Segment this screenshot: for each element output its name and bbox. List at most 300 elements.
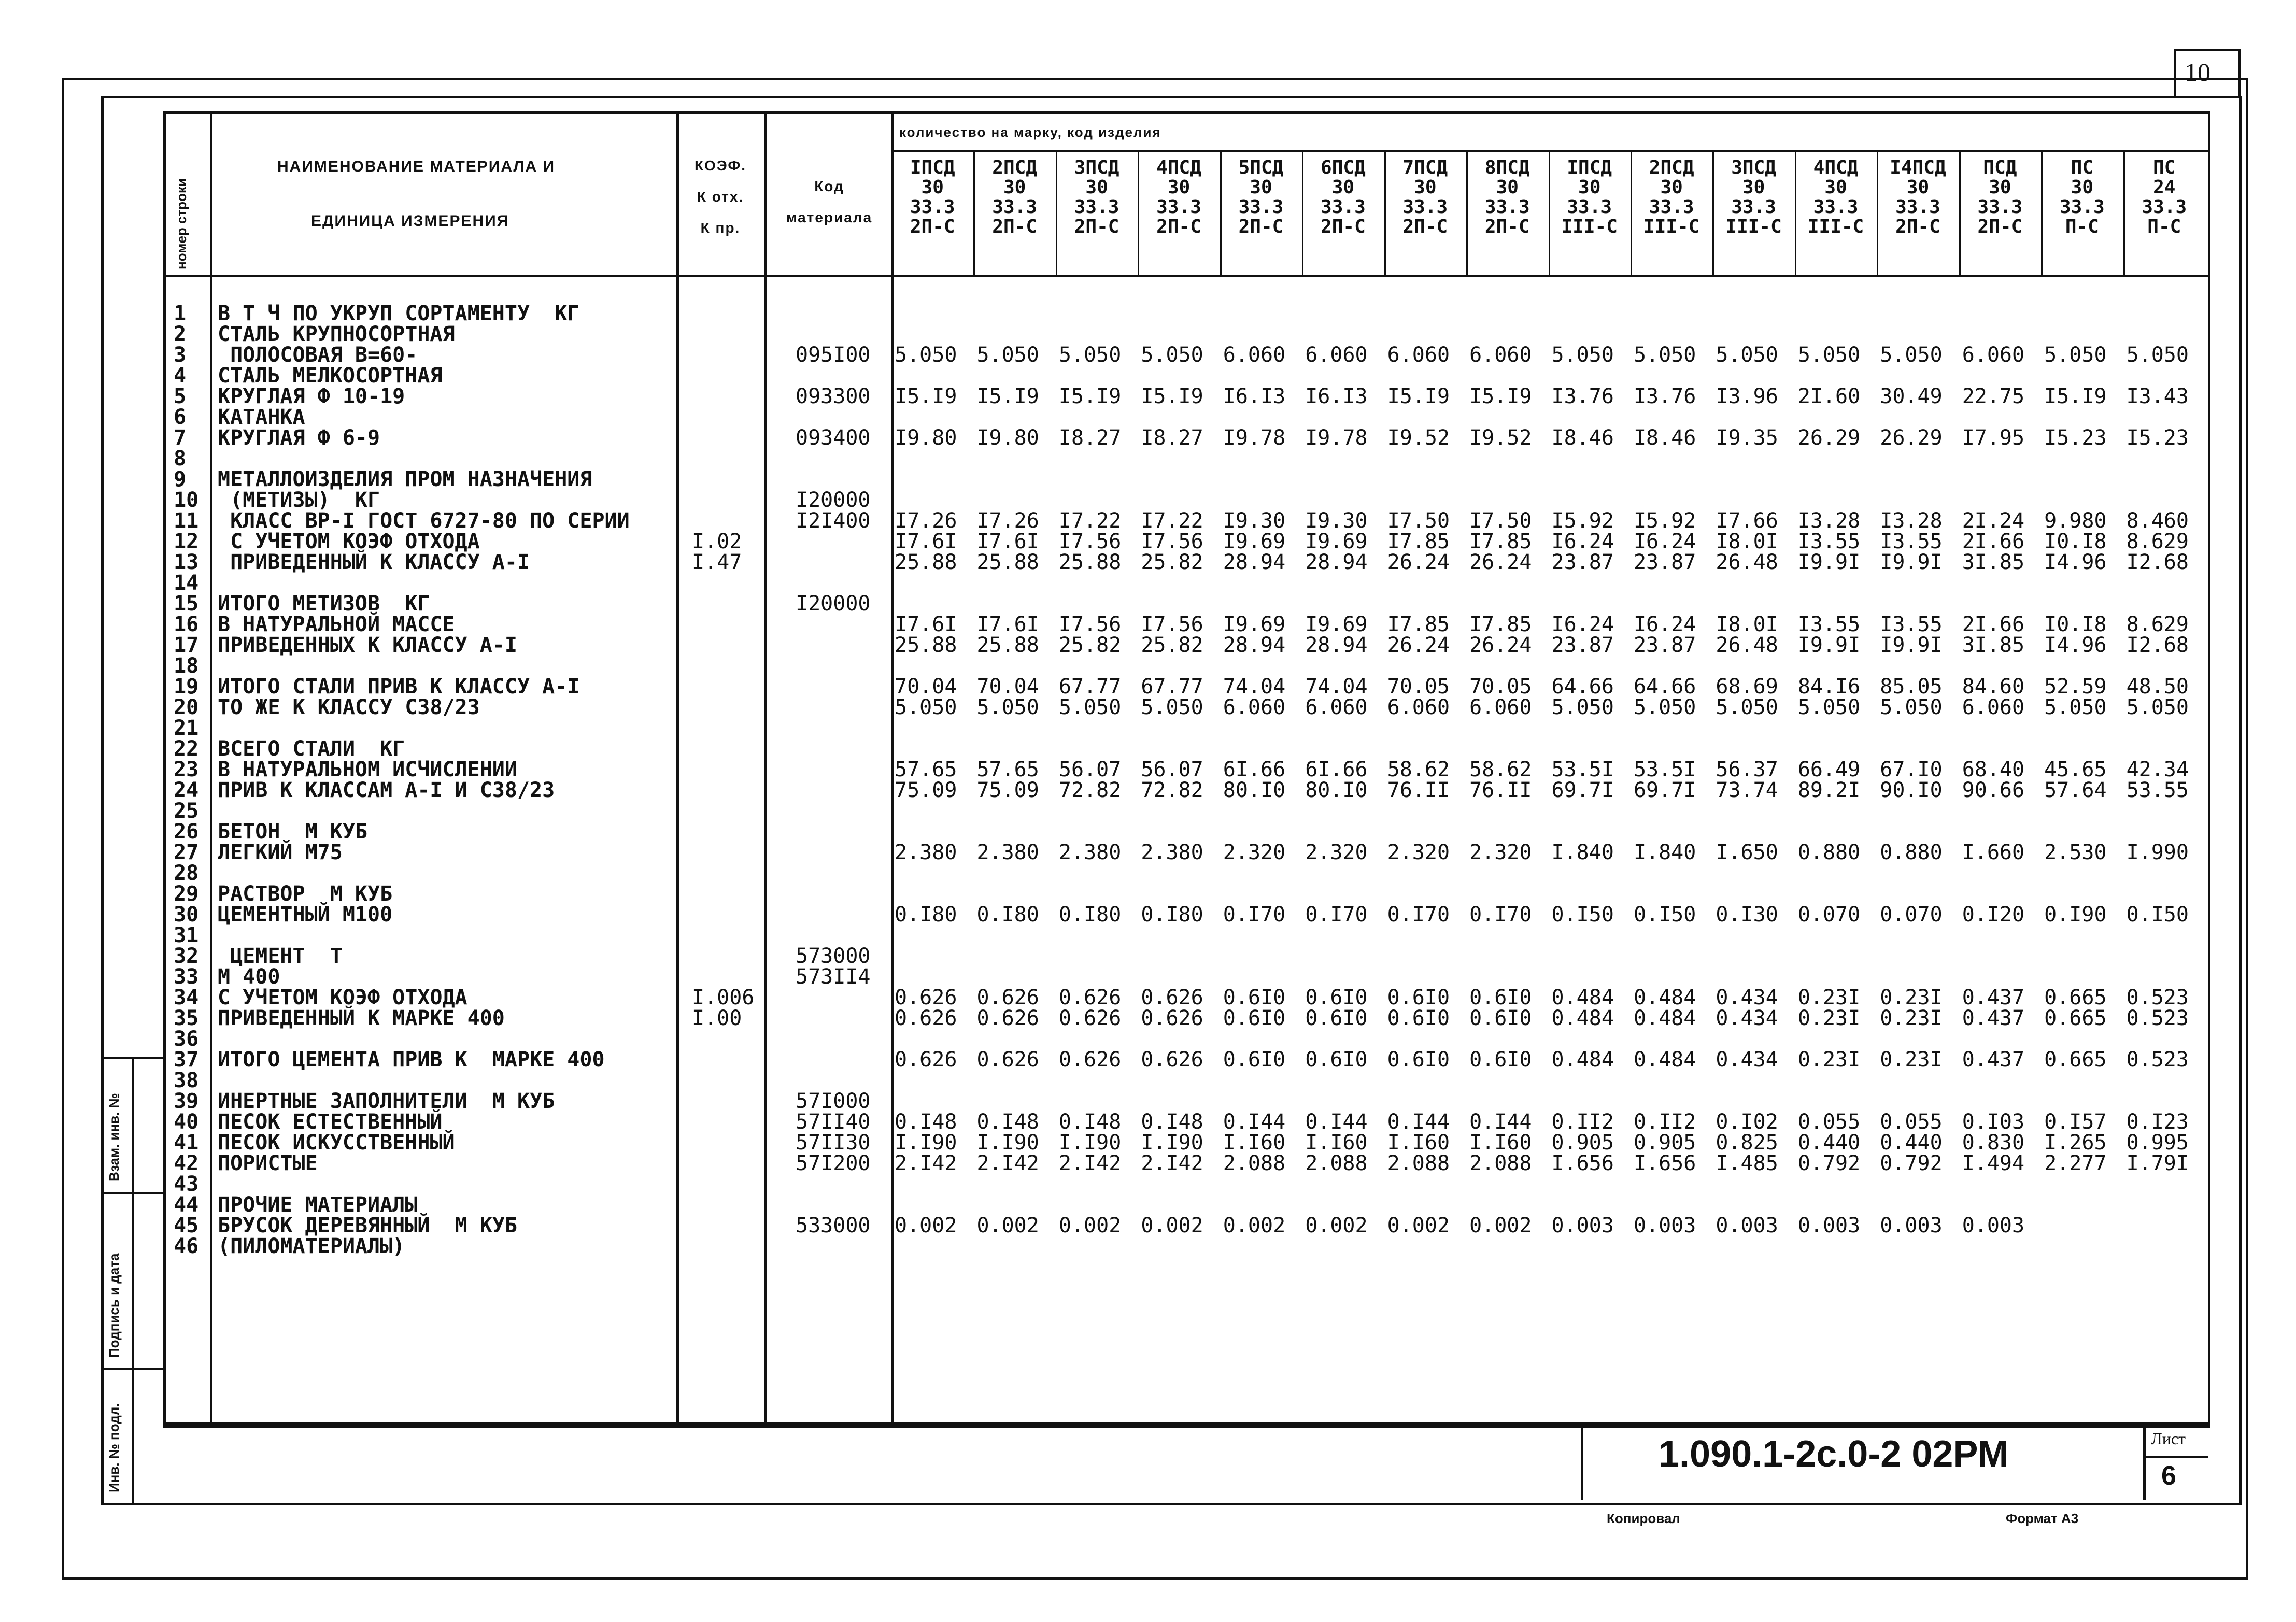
quantity-value: I7.50 — [1469, 509, 1532, 533]
product-column-header: 3ПСД 30 33.3 III-С — [1725, 157, 1782, 237]
quantity-value: I2.68 — [2126, 633, 2189, 657]
quantity-value: 5.050 — [1797, 695, 1861, 719]
quantity-value: 0.905 — [1551, 1131, 1614, 1155]
quantity-value: 0.II2 — [1551, 1110, 1614, 1134]
material-code: 533000 — [796, 1214, 871, 1237]
quantity-value: 70.04 — [895, 675, 957, 699]
quantity-value: 3I.85 — [1962, 633, 2025, 657]
quantity-value: 72.82 — [1141, 778, 1203, 802]
quantity-value: 0.003 — [1880, 1214, 1943, 1237]
quantity-value: 0.I50 — [1551, 903, 1614, 927]
material-name: ПРИВЕДЕННЫХ К КЛАССУ А-I — [218, 633, 517, 657]
quantity-value: 0.626 — [1058, 986, 1122, 1009]
quantity-value: 2.277 — [2044, 1151, 2107, 1175]
quantity-value: 2I.60 — [1797, 385, 1861, 408]
quantity-value: I3.76 — [1633, 385, 1696, 408]
quantity-value: 0.440 — [1797, 1131, 1861, 1155]
quantity-value: 75.09 — [895, 778, 957, 802]
quantity-value: 0.437 — [1962, 986, 2025, 1009]
material-name: МЕТАЛЛОИЗДЕЛИЯ ПРОМ НАЗНАЧЕНИЯ — [218, 467, 592, 491]
quantity-value: I.I90 — [976, 1131, 1039, 1155]
quantity-value: 0.055 — [1880, 1110, 1943, 1134]
quantity-value: 58.62 — [1469, 758, 1532, 781]
quantity-value: 73.74 — [1716, 778, 1778, 802]
material-name: КЛАСС ВР-I ГОСТ 6727-80 ПО СЕРИИ — [218, 509, 630, 533]
quantity-value: I.840 — [1633, 841, 1696, 864]
quantity-value: 0.626 — [895, 1048, 957, 1072]
quantity-value: 0.I48 — [1058, 1110, 1122, 1134]
row-number: 39 — [174, 1089, 199, 1113]
quantity-value: 0.6I0 — [1469, 1048, 1532, 1072]
col-divider — [210, 111, 212, 1422]
row-number: 35 — [174, 1006, 199, 1030]
quantity-value: 53.5I — [1551, 758, 1614, 781]
material-code: I20000 — [796, 592, 871, 616]
quantity-value: 0.434 — [1716, 1048, 1778, 1072]
material-name: КРУГЛАЯ Ф 10-19 — [218, 385, 405, 408]
row-number: 15 — [174, 592, 199, 616]
quantity-value: I7.56 — [1058, 613, 1122, 636]
quantity-value: 2.320 — [1469, 841, 1532, 864]
material-name: КРУГЛАЯ Ф 6-9 — [218, 426, 380, 450]
quantity-value: 76.II — [1469, 778, 1532, 802]
material-name: ПРИВЕДЕННЫЙ К КЛАССУ А-I — [218, 550, 530, 574]
product-column-header: 2ПСД 30 33.3 III-С — [1643, 157, 1700, 237]
quantity-value: I7.26 — [976, 509, 1039, 533]
stamp-divider — [2143, 1422, 2146, 1500]
row-number: 3 — [174, 343, 187, 367]
material-name: С УЧЕТОМ КОЭФ ОТХОДА — [218, 530, 480, 553]
quantity-value: 0.880 — [1797, 841, 1861, 864]
quantity-value: 0.002 — [895, 1214, 957, 1237]
row-number: 4 — [174, 364, 187, 388]
quantity-value: 90.66 — [1962, 778, 2025, 802]
quantity-value: I7.50 — [1387, 509, 1450, 533]
material-name: ИТОГО ЦЕМЕНТА ПРИВ К МАРКЕ 400 — [218, 1048, 605, 1072]
quantity-value: I6.24 — [1633, 613, 1696, 636]
material-code: 57II40 — [796, 1110, 871, 1134]
quantity-value: 2.I42 — [1141, 1151, 1203, 1175]
material-header-line1: НАИМЕНОВАНИЕ МАТЕРИАЛА И — [277, 158, 556, 175]
row-number: 41 — [174, 1131, 199, 1155]
quantity-value: 23.87 — [1633, 633, 1696, 657]
quantity-value: 6.060 — [1962, 343, 2025, 367]
material-name: ТО ЖЕ К КЛАССУ С38/23 — [218, 695, 480, 719]
quantity-value: I9.9I — [1880, 633, 1943, 657]
row-number: 38 — [174, 1069, 199, 1092]
quantity-value: 69.7I — [1551, 778, 1614, 802]
quantity-value: 5.050 — [1551, 695, 1614, 719]
quantity-value: 5.050 — [895, 695, 957, 719]
quantity-value: 2.380 — [976, 841, 1039, 864]
sheet-number: 6 — [2161, 1461, 2176, 1491]
quantity-value: 0.002 — [1141, 1214, 1203, 1237]
product-col-divider — [1877, 150, 1878, 275]
quantity-value: 67.77 — [1141, 675, 1203, 699]
quantity-value: 2.380 — [1141, 841, 1203, 864]
quantity-value: 80.I0 — [1305, 778, 1368, 802]
quantity-value: 2.380 — [1058, 841, 1122, 864]
quantity-value: 5.050 — [1716, 695, 1778, 719]
row-number: 27 — [174, 841, 199, 864]
quantity-value: I.I90 — [895, 1131, 957, 1155]
quantity-value: 2I.66 — [1962, 530, 2025, 553]
row-number: 25 — [174, 799, 199, 823]
quantity-value: 0.6I0 — [1223, 1048, 1286, 1072]
quantity-value: I7.22 — [1141, 509, 1203, 533]
quantity-value: 6I.66 — [1305, 758, 1368, 781]
product-col-divider — [1466, 150, 1468, 275]
material-name: ЛЕГКИЙ М75 — [218, 841, 343, 864]
quantity-value: 0.003 — [1633, 1214, 1696, 1237]
quantity-value: 66.49 — [1797, 758, 1861, 781]
side-label-inv: Инв. № подл. — [106, 1403, 122, 1492]
row-number: 18 — [174, 654, 199, 678]
quantity-value: I5.23 — [2044, 426, 2107, 450]
row-number: 5 — [174, 385, 187, 408]
quantity-value: I.990 — [2126, 841, 2189, 864]
quantity-header: количество на марку, код изделия — [899, 124, 1161, 140]
quantity-value: 28.94 — [1305, 633, 1368, 657]
quantity-value: 0.6I0 — [1469, 986, 1532, 1009]
row-number: 10 — [174, 488, 199, 512]
material-name: В НАТУРАЛЬНОМ ИСЧИСЛЕНИИ — [218, 758, 517, 781]
quantity-value: 0.880 — [1880, 841, 1943, 864]
quantity-value: I3.28 — [1880, 509, 1943, 533]
quantity-value: I.I60 — [1305, 1131, 1368, 1155]
quantity-value: 0.484 — [1551, 986, 1614, 1009]
quantity-value: I5.I9 — [2044, 385, 2107, 408]
quantity-value: 6.060 — [1387, 695, 1450, 719]
quantity-value: I.656 — [1633, 1151, 1696, 1175]
quantity-value: 0.I44 — [1469, 1110, 1532, 1134]
row-number: 11 — [174, 509, 199, 533]
quantity-value: 25.82 — [1058, 633, 1122, 657]
quantity-value: 6I.66 — [1223, 758, 1286, 781]
row-number: 31 — [174, 923, 199, 947]
quantity-value: 70.04 — [976, 675, 1039, 699]
product-column-header: IПСД 30 33.3 2П-С — [910, 157, 955, 237]
coefficient: I.00 — [692, 1006, 742, 1030]
quantity-value: 68.69 — [1716, 675, 1778, 699]
material-name: ИНЕРТНЫЕ ЗАПОЛНИТЕЛИ М КУБ — [218, 1089, 555, 1113]
quantity-value: 6.060 — [1223, 343, 1286, 367]
quantity-value: 56.07 — [1058, 758, 1122, 781]
quantity-value: I5.I9 — [1387, 385, 1450, 408]
document-code: 1.090.1-2с.0-2 02РМ — [1659, 1433, 2009, 1475]
quantity-value: 48.50 — [2126, 675, 2189, 699]
quantity-value: 89.2I — [1797, 778, 1861, 802]
quantity-value: I7.85 — [1469, 613, 1532, 636]
quantity-value: I9.9I — [1797, 550, 1861, 574]
quantity-value: I9.78 — [1305, 426, 1368, 450]
quantity-value: I8.0I — [1716, 530, 1778, 553]
quantity-value: 0.6I0 — [1387, 986, 1450, 1009]
quantity-value: I3.55 — [1797, 613, 1861, 636]
row-number: 8 — [174, 447, 187, 471]
quantity-value: 0.905 — [1633, 1131, 1696, 1155]
quantity-value: 0.665 — [2044, 1006, 2107, 1030]
quantity-value: 2.088 — [1305, 1151, 1368, 1175]
quantity-value: 25.88 — [895, 550, 957, 574]
quantity-value: 69.7I — [1633, 778, 1696, 802]
material-code: 093400 — [796, 426, 871, 450]
quantity-value: 2.I42 — [1058, 1151, 1122, 1175]
quantity-value: 5.050 — [1141, 343, 1203, 367]
quantity-value: I3.55 — [1797, 530, 1861, 553]
quantity-value: 70.05 — [1387, 675, 1450, 699]
quantity-value: I7.6I — [976, 530, 1039, 553]
material-name: ПРИВ К КЛАССАМ А-I И С38/23 — [218, 778, 555, 802]
row-number: 42 — [174, 1151, 199, 1175]
quantity-value: 0.6I0 — [1305, 1006, 1368, 1030]
quantity-value: I5.I9 — [976, 385, 1039, 408]
material-name: СТАЛЬ МЕЛКОСОРТНАЯ — [218, 364, 443, 388]
quantity-value: I.I60 — [1387, 1131, 1450, 1155]
row-number: 45 — [174, 1214, 199, 1237]
quantity-value: 6.060 — [1223, 695, 1286, 719]
quantity-value: 0.23I — [1797, 986, 1861, 1009]
product-col-divider — [2123, 150, 2125, 275]
material-header-line2: ЕДИНИЦА ИЗМЕРЕНИЯ — [311, 212, 509, 230]
quantity-value: I9.52 — [1387, 426, 1450, 450]
product-column-header: ПСД 30 33.3 2П-С — [1977, 157, 2023, 237]
quantity-value: I6.24 — [1551, 530, 1614, 553]
quantity-value: 5.050 — [895, 343, 957, 367]
quantity-value: I3.55 — [1880, 613, 1943, 636]
row-number-header: номер строки — [174, 178, 189, 269]
quantity-value: I9.69 — [1305, 530, 1368, 553]
quantity-value: I6.I3 — [1305, 385, 1368, 408]
quantity-value: I8.46 — [1633, 426, 1696, 450]
quantity-value: 56.07 — [1141, 758, 1203, 781]
quantity-value: 68.40 — [1962, 758, 2025, 781]
quantity-value: 0.626 — [1141, 986, 1203, 1009]
quantity-value: 5.050 — [1141, 695, 1203, 719]
quantity-value: 0.002 — [1223, 1214, 1286, 1237]
quantity-value: I8.27 — [1141, 426, 1203, 450]
quantity-value: 8.629 — [2126, 613, 2189, 636]
quantity-value: I0.I8 — [2044, 530, 2107, 553]
material-name: (МЕТИЗЫ) КГ — [218, 488, 380, 512]
material-code: 57II30 — [796, 1131, 871, 1155]
quantity-value: 0.23I — [1797, 1006, 1861, 1030]
quantity-value: I7.85 — [1387, 613, 1450, 636]
quantity-value: I9.52 — [1469, 426, 1532, 450]
material-name: СТАЛЬ КРУПНОСОРТНАЯ — [218, 322, 455, 346]
quantity-value: 0.I50 — [1633, 903, 1696, 927]
material-name: ИТОГО СТАЛИ ПРИВ К КЛАССУ А-I — [218, 675, 580, 699]
quantity-value: I7.56 — [1141, 613, 1203, 636]
quantity-value: 0.I80 — [1141, 903, 1203, 927]
stamp-top-line — [163, 1422, 2208, 1425]
quantity-value: 5.050 — [2044, 343, 2107, 367]
quantity-value: 0.002 — [976, 1214, 1039, 1237]
quantity-value: 0.626 — [1058, 1048, 1122, 1072]
quantity-value: I9.69 — [1305, 613, 1368, 636]
quantity-value: 0.23I — [1880, 986, 1943, 1009]
quantity-value: I7.56 — [1058, 530, 1122, 553]
quantity-value: 0.484 — [1551, 1048, 1614, 1072]
row-number: 22 — [174, 737, 199, 761]
quantity-value: 0.002 — [1305, 1214, 1368, 1237]
quantity-value: 58.62 — [1387, 758, 1450, 781]
product-column-header: 6ПСД 30 33.3 2П-С — [1321, 157, 1366, 237]
material-name: БЕТОН М КУБ — [218, 820, 367, 844]
quantity-value: I5.92 — [1551, 509, 1614, 533]
quantity-value: I.I60 — [1223, 1131, 1286, 1155]
product-col-divider — [1220, 150, 1222, 275]
row-number: 30 — [174, 903, 199, 927]
quantity-value: 0.I70 — [1387, 903, 1450, 927]
quantity-value: 2.320 — [1223, 841, 1286, 864]
quantity-value: 0.825 — [1716, 1131, 1778, 1155]
quantity-value: 23.87 — [1633, 550, 1696, 574]
quantity-value: I.I90 — [1058, 1131, 1122, 1155]
product-column-header: 4ПСД 30 33.3 III-С — [1807, 157, 1864, 237]
quantity-value: 57.65 — [895, 758, 957, 781]
material-name: ПРОЧИЕ МАТЕРИАЛЫ — [218, 1193, 418, 1217]
quantity-value: 26.48 — [1716, 550, 1778, 574]
quantity-value: I.265 — [2044, 1131, 2107, 1155]
quantity-value: 28.94 — [1223, 550, 1286, 574]
quantity-value: I3.76 — [1551, 385, 1614, 408]
product-column-header: 7ПСД 30 33.3 2П-С — [1402, 157, 1448, 237]
material-name: КАТАНКА — [218, 405, 305, 429]
quantity-value: I7.56 — [1141, 530, 1203, 553]
material-name: В Т Ч ПО УКРУП СОРТАМЕНТУ КГ — [218, 302, 580, 325]
row-number: 7 — [174, 426, 187, 450]
quantity-value: 0.I20 — [1962, 903, 2025, 927]
quantity-value: 0.23I — [1880, 1006, 1943, 1030]
quantity-value: 57.64 — [2044, 778, 2107, 802]
quantity-value: I3.55 — [1880, 530, 1943, 553]
quantity-value: 0.6I0 — [1387, 1048, 1450, 1072]
quantity-value: 26.24 — [1469, 633, 1532, 657]
quantity-value: 0.I70 — [1305, 903, 1368, 927]
quantity-value: I3.96 — [1716, 385, 1778, 408]
material-name: М 400 — [218, 965, 280, 989]
quantity-value: 0.I30 — [1716, 903, 1778, 927]
quantity-value: 74.04 — [1305, 675, 1368, 699]
sheet-label: Лист — [2151, 1429, 2186, 1448]
quantity-value: 74.04 — [1223, 675, 1286, 699]
product-col-divider — [1549, 150, 1550, 275]
quantity-value: 0.6I0 — [1223, 986, 1286, 1009]
quantity-value: 85.05 — [1880, 675, 1943, 699]
quantity-value: 5.050 — [1551, 343, 1614, 367]
quantity-value: I.485 — [1716, 1151, 1778, 1175]
quantity-value: 5.050 — [976, 695, 1039, 719]
material-name: С УЧЕТОМ КОЭФ ОТХОДА — [218, 986, 467, 1009]
quantity-value: I5.23 — [2126, 426, 2189, 450]
quantity-value: 0.523 — [2126, 986, 2189, 1009]
col-divider — [764, 111, 767, 1422]
material-name: ПРИВЕДЕННЫЙ К МАРКЕ 400 — [218, 1006, 505, 1030]
quantity-value: 0.484 — [1551, 1006, 1614, 1030]
quantity-value: 23.87 — [1551, 633, 1614, 657]
quantity-value: I9.78 — [1223, 426, 1286, 450]
material-code: I2I400 — [796, 509, 871, 533]
footer-copied: Копировал — [1607, 1511, 1680, 1526]
quantity-value: 3I.85 — [1962, 550, 2025, 574]
row-number: 6 — [174, 405, 187, 429]
quantity-value: 25.82 — [1141, 550, 1203, 574]
quantity-value: 22.75 — [1962, 385, 2025, 408]
quantity-value: 0.484 — [1633, 1048, 1696, 1072]
row-number: 12 — [174, 530, 199, 553]
product-column-header: ПС 30 33.3 П-С — [2059, 157, 2105, 237]
quantity-value: 5.050 — [2126, 695, 2189, 719]
quantity-value: I7.95 — [1962, 426, 2025, 450]
quantity-value: I.I90 — [1141, 1131, 1203, 1155]
quantity-value: 76.II — [1387, 778, 1450, 802]
quantity-value: I7.85 — [1469, 530, 1532, 553]
material-code: 57I000 — [796, 1089, 871, 1113]
quantity-value: I3.43 — [2126, 385, 2189, 408]
quantity-value: 0.23I — [1797, 1048, 1861, 1072]
material-name: (ПИЛОМАТЕРИАЛЫ) — [218, 1234, 405, 1258]
quantity-value: 28.94 — [1223, 633, 1286, 657]
quantity-value: I7.6I — [895, 613, 957, 636]
row-number: 20 — [174, 695, 199, 719]
coefficient: I.02 — [692, 530, 742, 553]
material-code: I20000 — [796, 488, 871, 512]
quantity-value: 0.003 — [1962, 1214, 2025, 1237]
quantity-value: 9.980 — [2044, 509, 2107, 533]
col-divider — [676, 111, 679, 1422]
quantity-value: 5.050 — [2044, 695, 2107, 719]
quantity-value: I9.69 — [1223, 530, 1286, 553]
quantity-value: 56.37 — [1716, 758, 1778, 781]
quantity-value: 0.I57 — [2044, 1110, 2107, 1134]
quantity-value: I5.I9 — [1469, 385, 1532, 408]
quantity-value: 5.050 — [1880, 695, 1943, 719]
quantity-value: 0.I80 — [1058, 903, 1122, 927]
row-number: 44 — [174, 1193, 199, 1217]
quantity-value: I7.66 — [1716, 509, 1778, 533]
quantity-value: I5.92 — [1633, 509, 1696, 533]
quantity-value: I2.68 — [2126, 550, 2189, 574]
quantity-value: 5.050 — [1880, 343, 1943, 367]
row-number: 1 — [174, 302, 187, 325]
material-name: ИТОГО МЕТИЗОВ КГ — [218, 592, 430, 616]
material-code: 573II4 — [796, 965, 871, 989]
quantity-value: 6.060 — [1469, 695, 1532, 719]
quantity-value: I.840 — [1551, 841, 1614, 864]
quantity-value: 25.88 — [895, 633, 957, 657]
quantity-value: 0.I48 — [1141, 1110, 1203, 1134]
product-col-divider — [1138, 150, 1139, 275]
quantity-value: 0.626 — [895, 1006, 957, 1030]
quantity-value: 64.66 — [1551, 675, 1614, 699]
quantity-value: 5.050 — [2126, 343, 2189, 367]
quantity-value: 2.088 — [1223, 1151, 1286, 1175]
quantity-value: I0.I8 — [2044, 613, 2107, 636]
product-col-divider — [1631, 150, 1632, 275]
quantity-value: 0.002 — [1387, 1214, 1450, 1237]
product-col-divider — [973, 150, 975, 275]
quantity-value: I9.30 — [1223, 509, 1286, 533]
quantity-value: I9.30 — [1305, 509, 1368, 533]
quantity-value: I7.22 — [1058, 509, 1122, 533]
quantity-value: I8.0I — [1716, 613, 1778, 636]
quantity-value: 25.88 — [976, 550, 1039, 574]
material-name: В НАТУРАЛЬНОЙ МАССЕ — [218, 613, 455, 636]
quantity-value: 90.I0 — [1880, 778, 1943, 802]
material-name: ПЕСОК ЕСТЕСТВЕННЫЙ — [218, 1110, 443, 1134]
material-name: ЦЕМЕНТНЫЙ М100 — [218, 903, 393, 927]
